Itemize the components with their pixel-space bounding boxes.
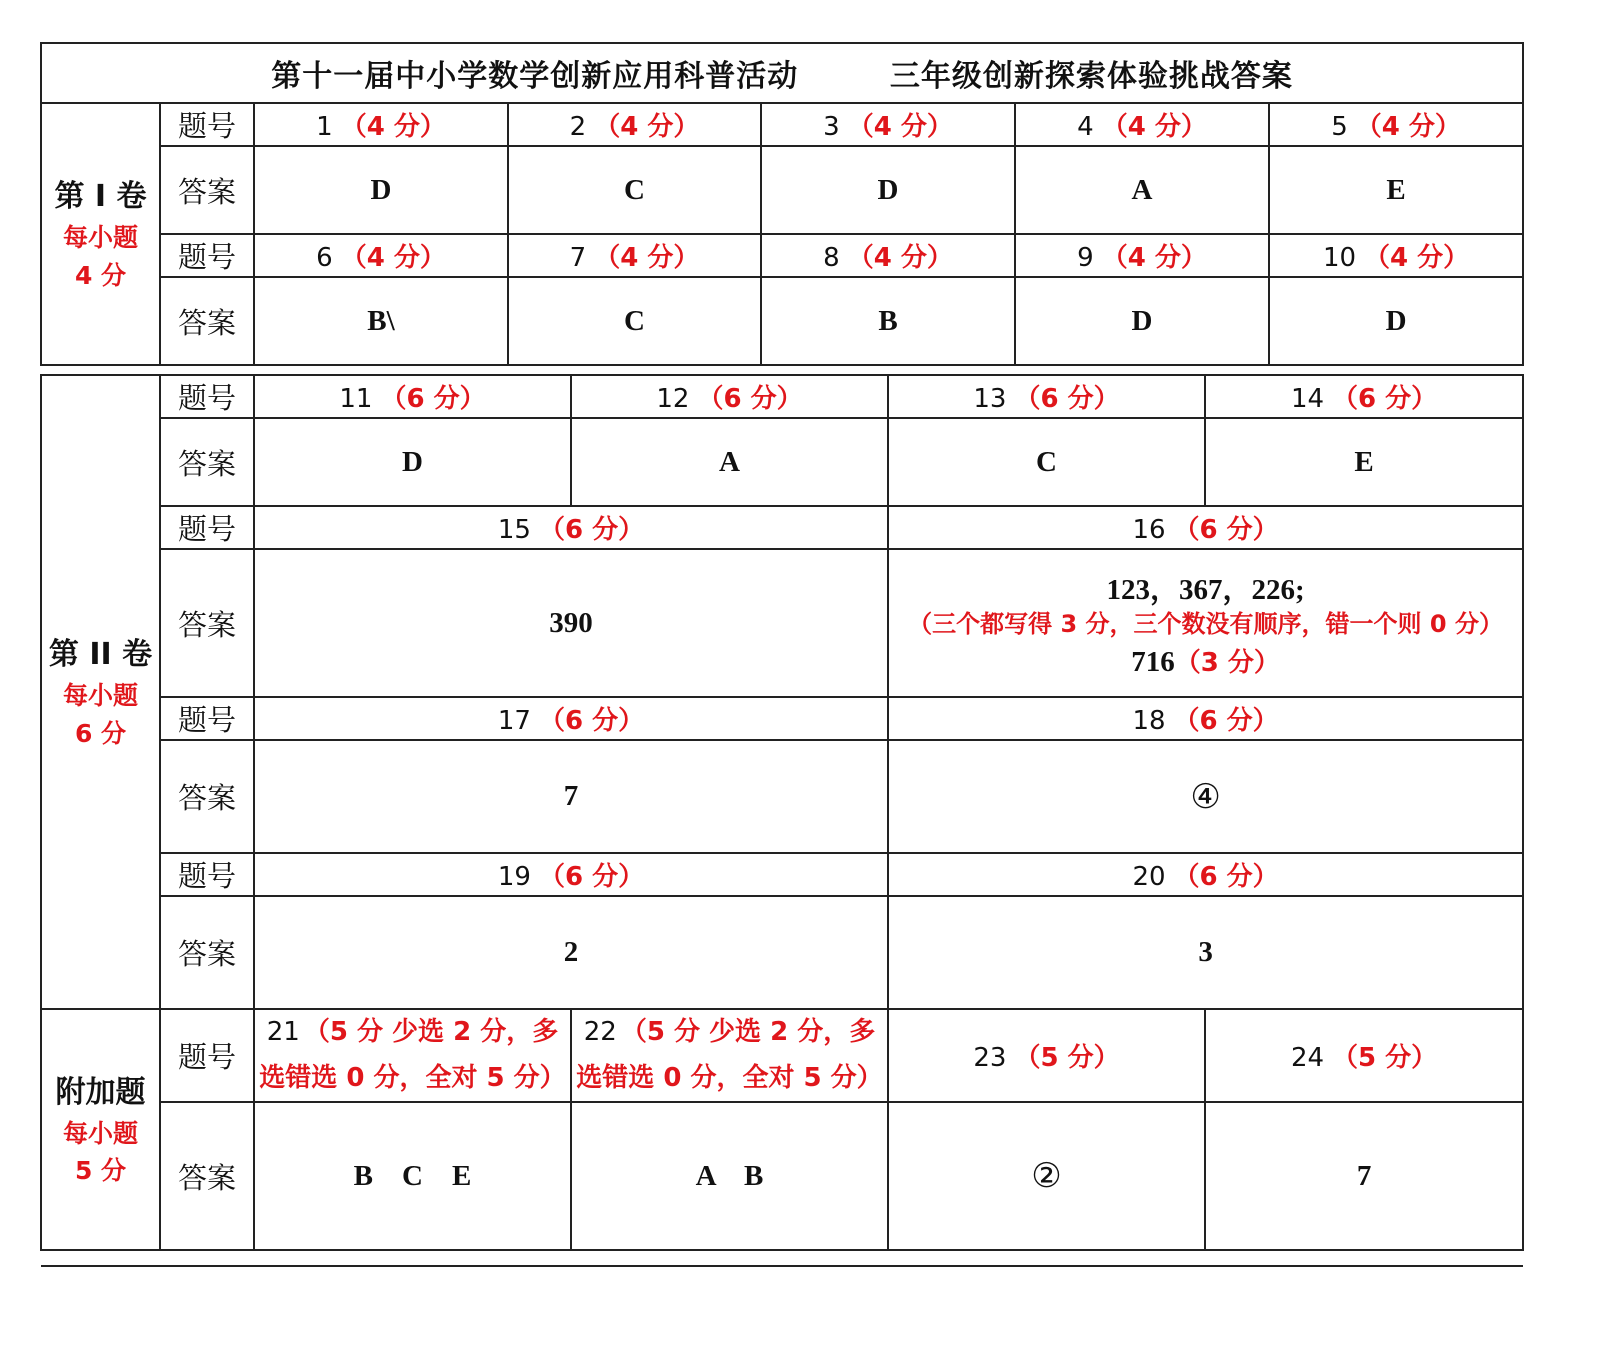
section3-note-1: 每小题 (62, 1118, 138, 1148)
answer-16-line-1: 123，367，226; (1106, 574, 1305, 607)
answer-label: 答案 (160, 740, 254, 853)
section1-note-2: 4 分 (74, 260, 127, 290)
answer-10: D (1269, 277, 1523, 365)
s1-answer-row-2 (41, 277, 1523, 365)
question-22-line-2: 选错选 0 分，全对 5 分） (576, 1062, 883, 1093)
question-number-23: 23 （5 分） (888, 1009, 1205, 1102)
answer-2: C (508, 146, 761, 234)
answer-23: ② (888, 1102, 1205, 1250)
question-number-7: 7 （4 分） (508, 234, 761, 277)
question-number-20: 20 （6 分） (888, 853, 1523, 896)
answer-20: 3 (888, 896, 1523, 1009)
page-title: 第十一届中小学数学创新应用科普活动 三年级创新探索体验挑战答案 (41, 43, 1523, 103)
answer-label: 答案 (160, 418, 254, 506)
bottom-strip-cell (41, 1250, 1523, 1266)
question-number-8: 8 （4 分） (761, 234, 1015, 277)
section3-label (41, 1009, 160, 1250)
answer-label: 答案 (160, 277, 254, 365)
s1-question-row-2 (41, 234, 1523, 277)
answer-9: D (1015, 277, 1269, 365)
answer-label: 答案 (160, 146, 254, 234)
s2-question-row-4 (41, 853, 1523, 896)
answer-18: ④ (888, 740, 1523, 853)
answer-label: 答案 (160, 896, 254, 1009)
s2-answer-row-4 (41, 896, 1523, 1009)
answer-16-line-3: 716（3 分） (1131, 645, 1280, 678)
answer-15: 390 (254, 549, 888, 697)
answer-sheet (40, 42, 1522, 1260)
question-number-10: 10 （4 分） (1269, 234, 1523, 277)
section1-note-1: 每小题 (62, 223, 138, 252)
answer-8: B (761, 277, 1015, 365)
answer-label: 答案 (160, 1102, 254, 1250)
answer-19: 2 (254, 896, 888, 1009)
question-number-15: 15 （6 分） (254, 506, 888, 549)
section2-name: 第 II 卷 (48, 637, 153, 672)
question-label: 题号 (160, 853, 254, 896)
question-number-24: 24 （5 分） (1205, 1009, 1523, 1102)
section3-note-2: 5 分 (74, 1156, 127, 1185)
question-label: 题号 (160, 697, 254, 740)
question-number-6: 6 （4 分） (254, 234, 508, 277)
answer-22: A B (571, 1102, 888, 1250)
question-number-5: 5 （4 分） (1269, 103, 1523, 146)
question-number-16: 16 （6 分） (888, 506, 1523, 549)
answer-6: B\ (254, 277, 508, 365)
question-label: 题号 (160, 234, 254, 277)
title-row (41, 43, 1523, 103)
question-number-17: 17 （6 分） (254, 697, 888, 740)
answer-11: D (254, 418, 571, 506)
question-number-11: 11 （6 分） (254, 375, 571, 418)
answer-12: A (571, 418, 888, 506)
answer-3: D (761, 146, 1015, 234)
answer-16 (888, 549, 1523, 697)
s3-answer-row (41, 1102, 1523, 1250)
question-number-19: 19 （6 分） (254, 853, 888, 896)
s3-question-row (41, 1009, 1523, 1102)
question-label: 题号 (160, 375, 254, 418)
question-21-line-2: 选错选 0 分，全对 5 分） (259, 1062, 566, 1093)
separator-cell (41, 365, 1523, 375)
section2-note-2: 6 分 (74, 718, 127, 748)
question-number-22 (571, 1009, 888, 1102)
section2-note-1: 每小题 (62, 681, 138, 710)
section-separator (41, 365, 1523, 375)
section3-name: 附加题 (55, 1074, 146, 1110)
section1-name: 第 I 卷 (54, 179, 147, 214)
answer-4: A (1015, 146, 1269, 234)
question-22-line-1: 22 （5 分 少选 2 分，多 (583, 1017, 876, 1047)
question-number-4: 4 （4 分） (1015, 103, 1269, 146)
question-number-18: 18 （6 分） (888, 697, 1523, 740)
s2-answer-row-2 (41, 549, 1523, 697)
s1-answer-row-1 (41, 146, 1523, 234)
question-label: 题号 (160, 103, 254, 146)
s2-question-row-2 (41, 506, 1523, 549)
question-label: 题号 (160, 1009, 254, 1102)
answer-14: E (1205, 418, 1523, 506)
question-number-3: 3 （4 分） (761, 103, 1015, 146)
answer-label: 答案 (160, 549, 254, 697)
question-number-21 (254, 1009, 571, 1102)
question-number-13: 13 （6 分） (888, 375, 1205, 418)
question-number-14: 14 （6 分） (1205, 375, 1523, 418)
s2-question-row-3 (41, 697, 1523, 740)
section2-label (41, 375, 160, 1009)
question-number-2: 2 （4 分） (508, 103, 761, 146)
answer-1: D (254, 146, 508, 234)
question-number-9: 9 （4 分） (1015, 234, 1269, 277)
section1-label (41, 103, 160, 365)
s2-answer-row-3 (41, 740, 1523, 853)
answer-21: B C E (254, 1102, 571, 1250)
answer-7: C (508, 277, 761, 365)
answer-5: E (1269, 146, 1523, 234)
bottom-strip (41, 1250, 1523, 1266)
question-number-12: 12 （6 分） (571, 375, 888, 418)
answer-17: 7 (254, 740, 888, 853)
answer-24: 7 (1205, 1102, 1523, 1250)
s2-answer-row-1 (41, 418, 1523, 506)
question-label: 题号 (160, 506, 254, 549)
s1-question-row-1 (41, 103, 1523, 146)
question-21-line-1: 21 （5 分 少选 2 分，多 (266, 1017, 559, 1047)
answer-13: C (888, 418, 1205, 506)
answer-16-scoring-note: （三个都写得 3 分，三个数没有顺序，错一个则 0 分） (908, 610, 1503, 639)
question-number-1: 1 （4 分） (254, 103, 508, 146)
s2-question-row-1 (41, 375, 1523, 418)
answer-table (40, 42, 1524, 1267)
